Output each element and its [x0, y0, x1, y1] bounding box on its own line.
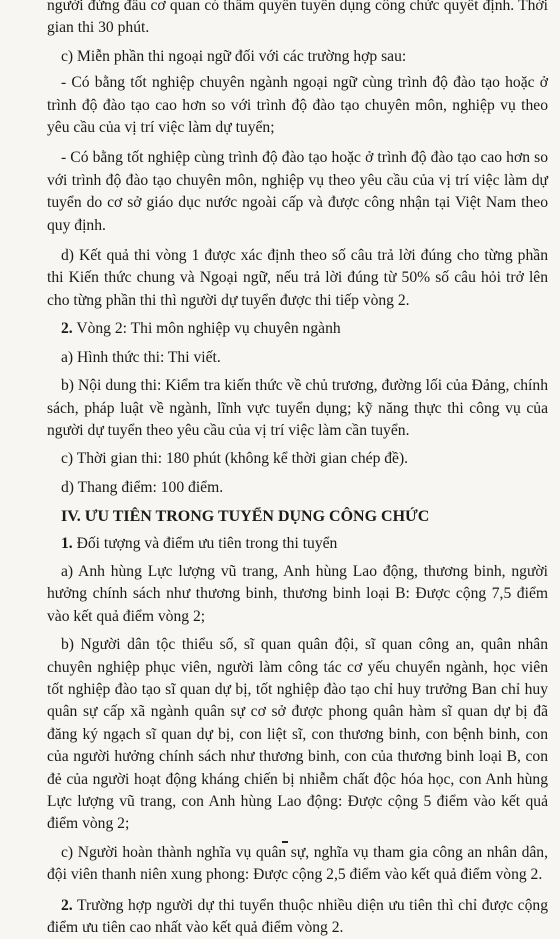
section-number: 2.	[61, 896, 73, 914]
section-title: Vòng 2: Thi môn nghiệp vụ chuyên ngành	[72, 320, 341, 338]
section-number: 2.	[61, 320, 73, 338]
paragraph-foreign-language-exemption: c) Miễn phần thi ngoại ngữ đối với các trường hợp sau:	[61, 47, 407, 65]
paragraph-round1-result: d) Kết quả thi vòng 1 được xác định theo số câu trả lời đúng cho từng phần thi Kiến thức chung và Ngoại ngữ, nếu trả lời đúng từ 50% số câu hỏi trở lên cho từng phần thi thì người dự tuyển được thi tiếp vòng 2.	[47, 247, 548, 309]
paragraph-exemption-case-1: - Có bằng tốt nghiệp chuyên ngành ngoại ngữ cùng trình độ đào tạo hoặc ở trình độ đào tạo cao hơn so với trình độ đào tạo chuyên môn, nghiệp vụ theo yêu cầu của vị trí việc làm dự tuyển;	[47, 74, 548, 137]
section-heading: IV. ƯU TIÊN TRONG TUYỂN DỤNG CÔNG CHỨC	[61, 508, 430, 526]
paragraph-priority-a: a) Anh hùng Lực lượng vũ trang, Anh hùng Lao động, thương binh, người hưởng chính sách như thương binh, thương binh loại B: Được cộng 7,5 điểm vào kết quả điểm vòng 2;	[47, 562, 548, 625]
paragraph-priority-b: b) Người dân tộc thiểu số, sĩ quan quân đội, sĩ quan công an, quân nhân chuyên nghiệp phục viên, người làm công tác cơ yếu chuyển ngành, học viên tốt nghiệp đào tạo sĩ quan dự bị, tốt nghiệp đào tạo chỉ huy trưởng Ban chỉ huy quân sự cấp xã ngành quân sự cơ sở được phong quân hàm sĩ quan dự bị đã đăng ký ngạch sĩ quan dự bị, con liệt sĩ, con thương binh, con bệnh binh, con của người hưởng chính sách như thương binh, con của thương binh loại B, con đẻ của người hoạt động kháng chiến bị nhiễm chất độc hóa học, con Anh hùng Lực lượng vũ trang, con Anh hùng Lao động: Được cộng 5 điểm vào kết quả điểm vòng 2;	[47, 636, 548, 833]
paragraph-multiple-priority	[47, 895, 548, 939]
paragraph-exam-time: người đứng đầu cơ quan có thẩm quyền tuyển dụng công chức quyết định. Thời gian thi 30 phút.	[47, 0, 548, 37]
section-text: Trường hợp người dự thi tuyển thuộc nhiều diện ưu tiên thì chỉ được cộng điểm ưu tiên cao nhất vào kết quả điểm vòng 2.	[47, 896, 548, 937]
paragraph-exemption-case-2: - Có bằng tốt nghiệp cùng trình độ đào tạo hoặc ở trình độ đào tạo cao hơn so với trình độ đào tạo chuyên môn, nghiệp vụ theo yêu cầu của vị trí việc làm dự tuyển do cơ sở giáo dục nước ngoài cấp và được công nhận tại Việt Nam theo quy định.	[47, 149, 548, 234]
page-number-mark	[282, 841, 288, 843]
paragraph-exam-duration: c) Thời gian thi: 180 phút (không kể thời gian chép đề).	[61, 450, 409, 468]
paragraph-round2-title	[47, 318, 548, 340]
paragraph-priority-title	[47, 533, 548, 555]
paragraph-priority-c: c) Người hoàn thành nghĩa vụ quân sự, nghĩa vụ tham gia công an nhân dân, đội viên thanh niên xung phong: Được cộng 2,5 điểm vào kết quả điểm vòng 2.	[47, 843, 548, 884]
paragraph-exam-content: b) Nội dung thi: Kiểm tra kiến thức về chủ trương, đường lối của Đảng, chính sách, pháp luật về ngành, lĩnh vực tuyển dụng; kỹ năng thực thi công vụ của người dự tuyển theo yêu cầu của vị trí việc làm cần tuyển.	[47, 377, 548, 439]
paragraph-exam-format: a) Hình thức thi: Thi viết.	[61, 348, 221, 366]
section-number: 1.	[61, 534, 73, 552]
section-title: Đối tượng và điểm ưu tiên trong thi tuyển	[72, 534, 338, 552]
paragraph-score-scale: d) Thang điểm: 100 điểm.	[61, 478, 224, 496]
